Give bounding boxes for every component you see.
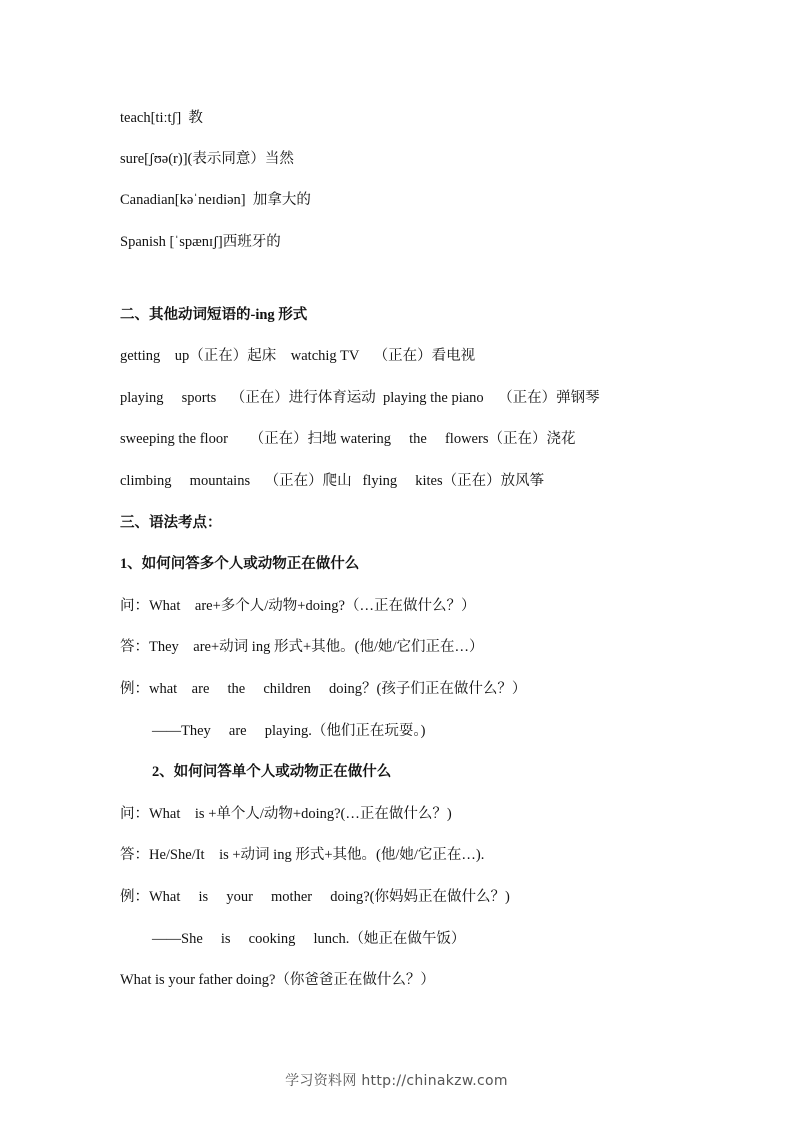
phrase-line: playing sports （正在）进行体育运动 playing the piano （正在）弹钢琴 (120, 390, 600, 406)
sub2-heading: 2、如何问答单个人或动物正在做什么 (152, 764, 392, 780)
phrase-line: getting up（正在）起床 watchig TV （正在）看电视 (120, 348, 476, 364)
phrase-line: climbing mountains （正在）爬山 flying kites（正在）放风筝 (120, 473, 545, 489)
sub2-question: 问：What is +单个人/动物+doing?(…正在做什么？) (120, 806, 452, 822)
sub1-example: 例：what are the children doing？(孩子们正在做什么？） (120, 681, 527, 697)
sub1-question: 问：What are+多个人/动物+doing?（…正在做什么？） (120, 598, 476, 614)
sub2-extra: What is your father doing?（你爸爸正在做什么？） (120, 972, 435, 988)
sub2-example: 例：What is your mother doing?(你妈妈正在做什么？) (120, 889, 510, 905)
vocab-canadian: Canadian[kəˈneɪdiən] 加拿大的 (120, 192, 311, 208)
sub2-answer: 答：He/She/It is +动词 ing 形式+其他。(他/她/它正在…). (120, 847, 485, 863)
vocab-spanish: Spanish [ˈspænɪʃ]西班牙的 (120, 234, 281, 250)
sub1-answer: 答：They are+动词 ing 形式+其他。(他/她/它们正在…） (120, 639, 484, 655)
section3-heading: 三、语法考点： (120, 515, 222, 531)
sub2-reply: ——She is cooking lunch.（她正在做午饭） (152, 931, 466, 947)
vocab-teach: teach[tiːtʃ] 教 (120, 110, 203, 126)
vocab-sure: sure[ʃʊə(r)](表示同意）当然 (120, 151, 294, 167)
section2-heading: 二、其他动词短语的-ing 形式 (120, 307, 308, 323)
sub1-heading: 1、如何问答多个人或动物正在做什么 (120, 556, 360, 572)
phrase-line: sweeping the floor （正在）扫地 watering the flowers（正在）浇花 (120, 431, 576, 447)
sub1-reply: ——They are playing.（他们正在玩耍。) (152, 723, 426, 739)
footer-watermark: 学习资料网 http://chinakzw.com (285, 1073, 508, 1089)
